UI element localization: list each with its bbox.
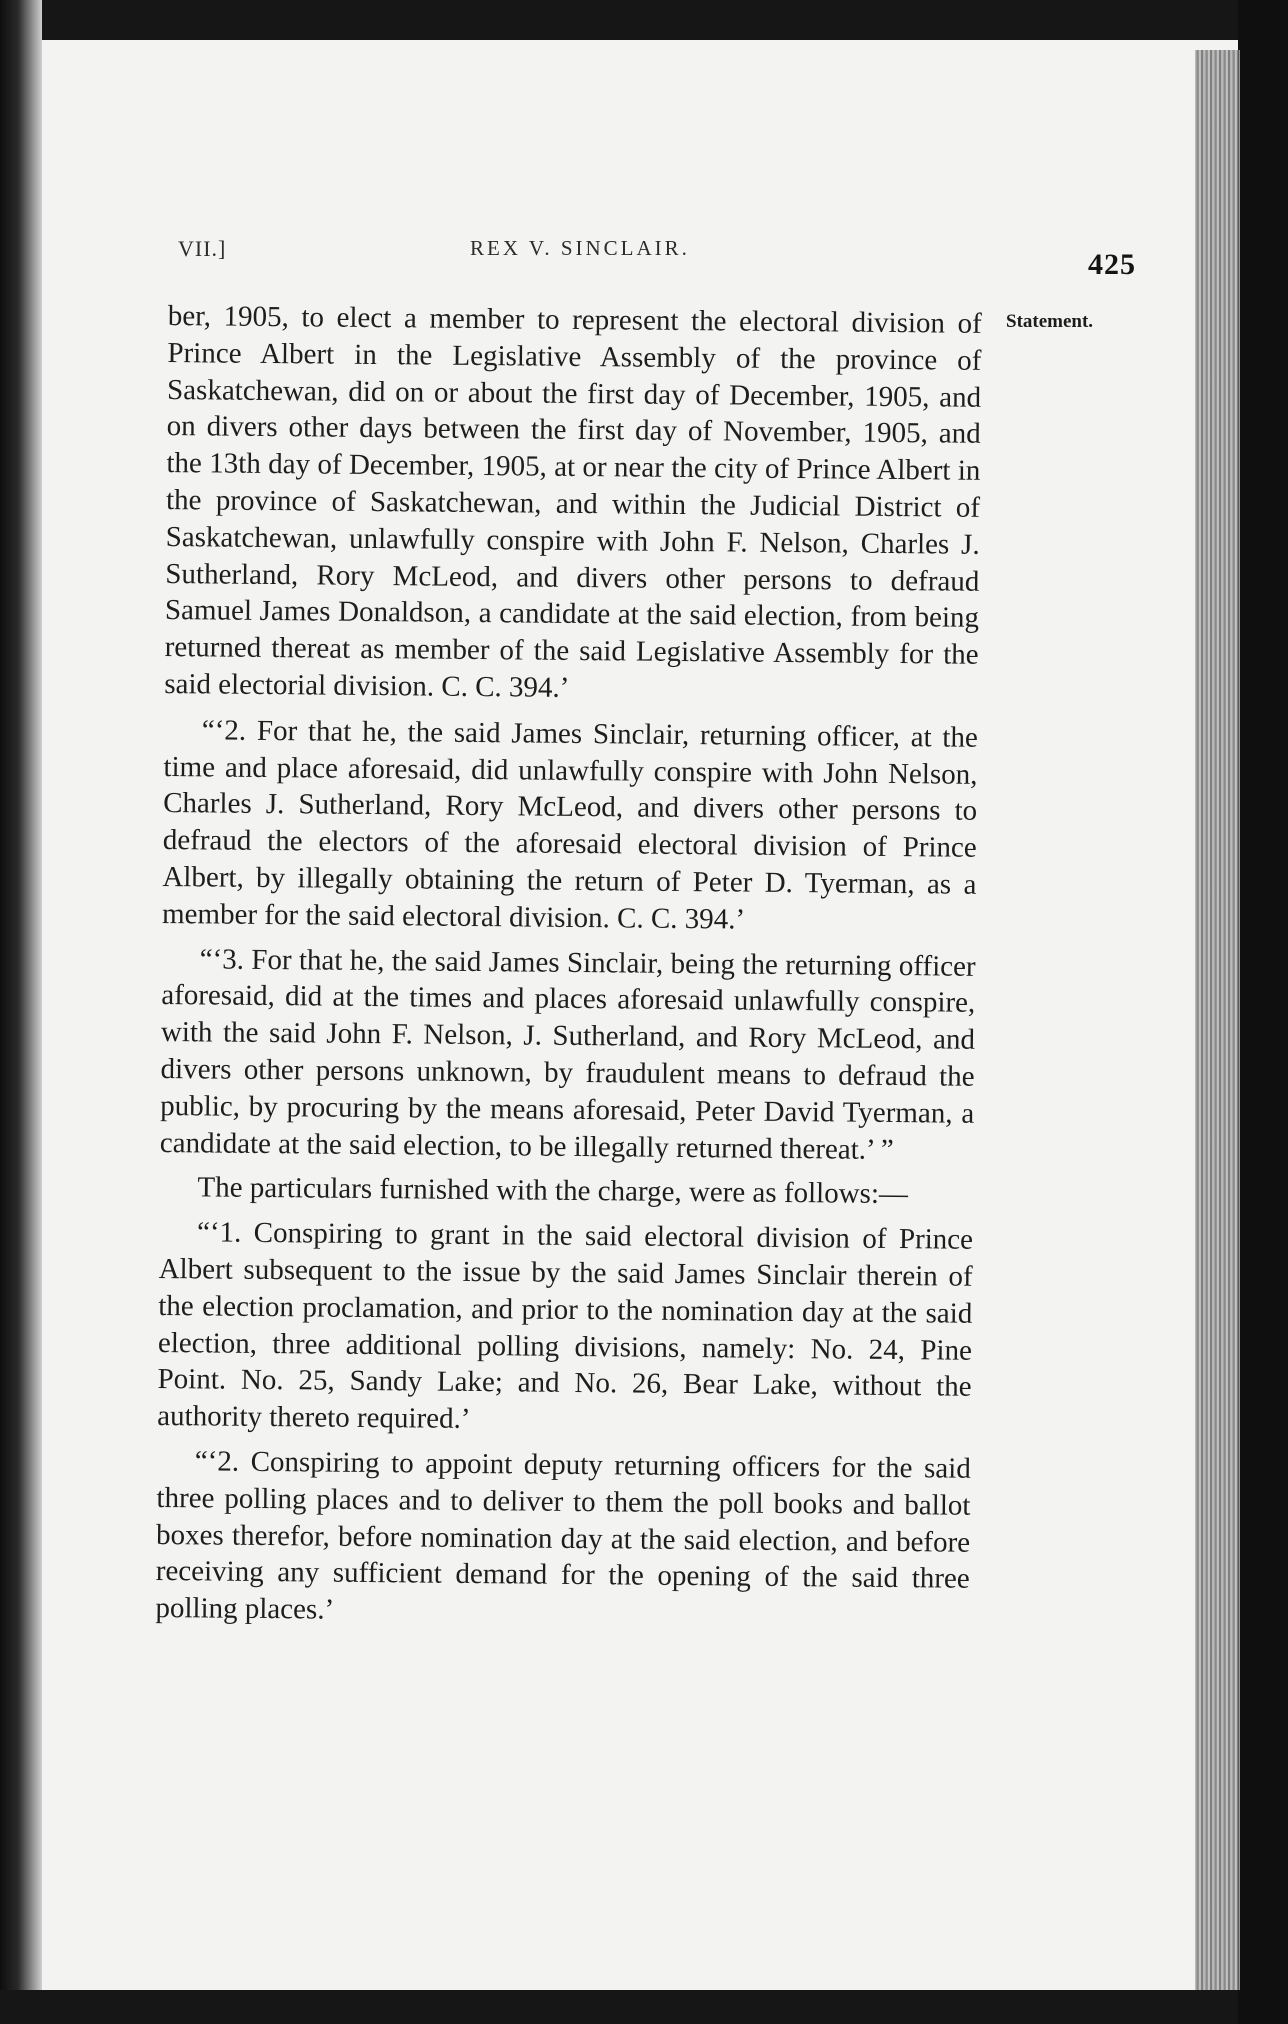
body-text bbox=[155, 298, 982, 1643]
running-head-volume: VII.] bbox=[178, 236, 227, 261]
paragraph-particular-1: “‘1. Conspiring to grant in the said electoral division of Prince Albert subsequent to the issue by the said James Sinclair therein of the election proclamation, and prior to the nomination day at the said election, three additional polling divisions, namely: No. 24, Pine Point. No. 25, Sandy Lake; and No. 26, Bear Lake, without the authority thereto required.’ bbox=[157, 1216, 974, 1436]
page-number: 425 bbox=[1088, 248, 1136, 281]
scan-frame-bottom bbox=[0, 1990, 1288, 2024]
paragraph-count-3: “‘3. For that he, the said James Sinclair, being the returning officer aforesaid, did at the times and places aforesaid unlawfully conspire, with the said John F. Nelson, J. Sutherland, and Rory McLeod, and divers other persons unknown, by fraudulent means to defraud the public, by procuring by the means aforesaid, Peter David Tyerman, a candidate at the said election, to be illegally returned thereat.’ ” bbox=[159, 942, 976, 1166]
paragraph-continuation: ber, 1905, to elect a member to represent the electoral division of Prince Albert in the Legislative Assembly of the province of Saskatchewan, did on or about the first day of December, 1905, and on divers other days between the first day of November, 1905, and the 13th day of December, 1905, at or near the city of Prince Albert in the province of Saskatchewan, and within the Judicial District of Saskatchewan, unlawfully conspire with John F. Nelson, Charles J. Sutherland, Rory McLeod, and divers other persons to defraud Samuel James Donaldson, a candidate at the said election, from being returned thereat as member of the said Legislative Assembly for the said electorial division. C. C. 394.’ bbox=[164, 299, 982, 704]
paragraph-particulars-intro: The particulars furnished with the charge, were as follows:— bbox=[197, 1171, 909, 1211]
scan-frame-left bbox=[0, 0, 42, 2024]
scan-frame-right bbox=[1238, 0, 1288, 2024]
paragraph-count-2: “‘2. For that he, the said James Sinclair, returning officer, at the time and place aforesaid, did unlawfully conspire with John Nelson, Charles J. Sutherland, Rory McLeod, and divers other persons to defraud the electors of the aforesaid electoral division of Prince Albert, by illegally obtaining the return of Peter D. Tyerman, as a member for the said electoral division. C. C. 394.’ bbox=[161, 714, 978, 936]
paragraph-particular-2: “‘2. Conspiring to appoint deputy returning officers for the said three polling places and to deliver to them the poll books and ballot boxes therefor, before nomination day at the said election, and before receiving any sufficient demand for the opening of the said three polling places.’ bbox=[155, 1445, 971, 1626]
running-head-case-title: REX V. SINCLAIR. bbox=[470, 236, 690, 260]
page-binding-edge bbox=[1195, 50, 1240, 1990]
marginal-note: Statement. bbox=[1006, 311, 1094, 332]
scan-frame-top bbox=[0, 0, 1288, 40]
